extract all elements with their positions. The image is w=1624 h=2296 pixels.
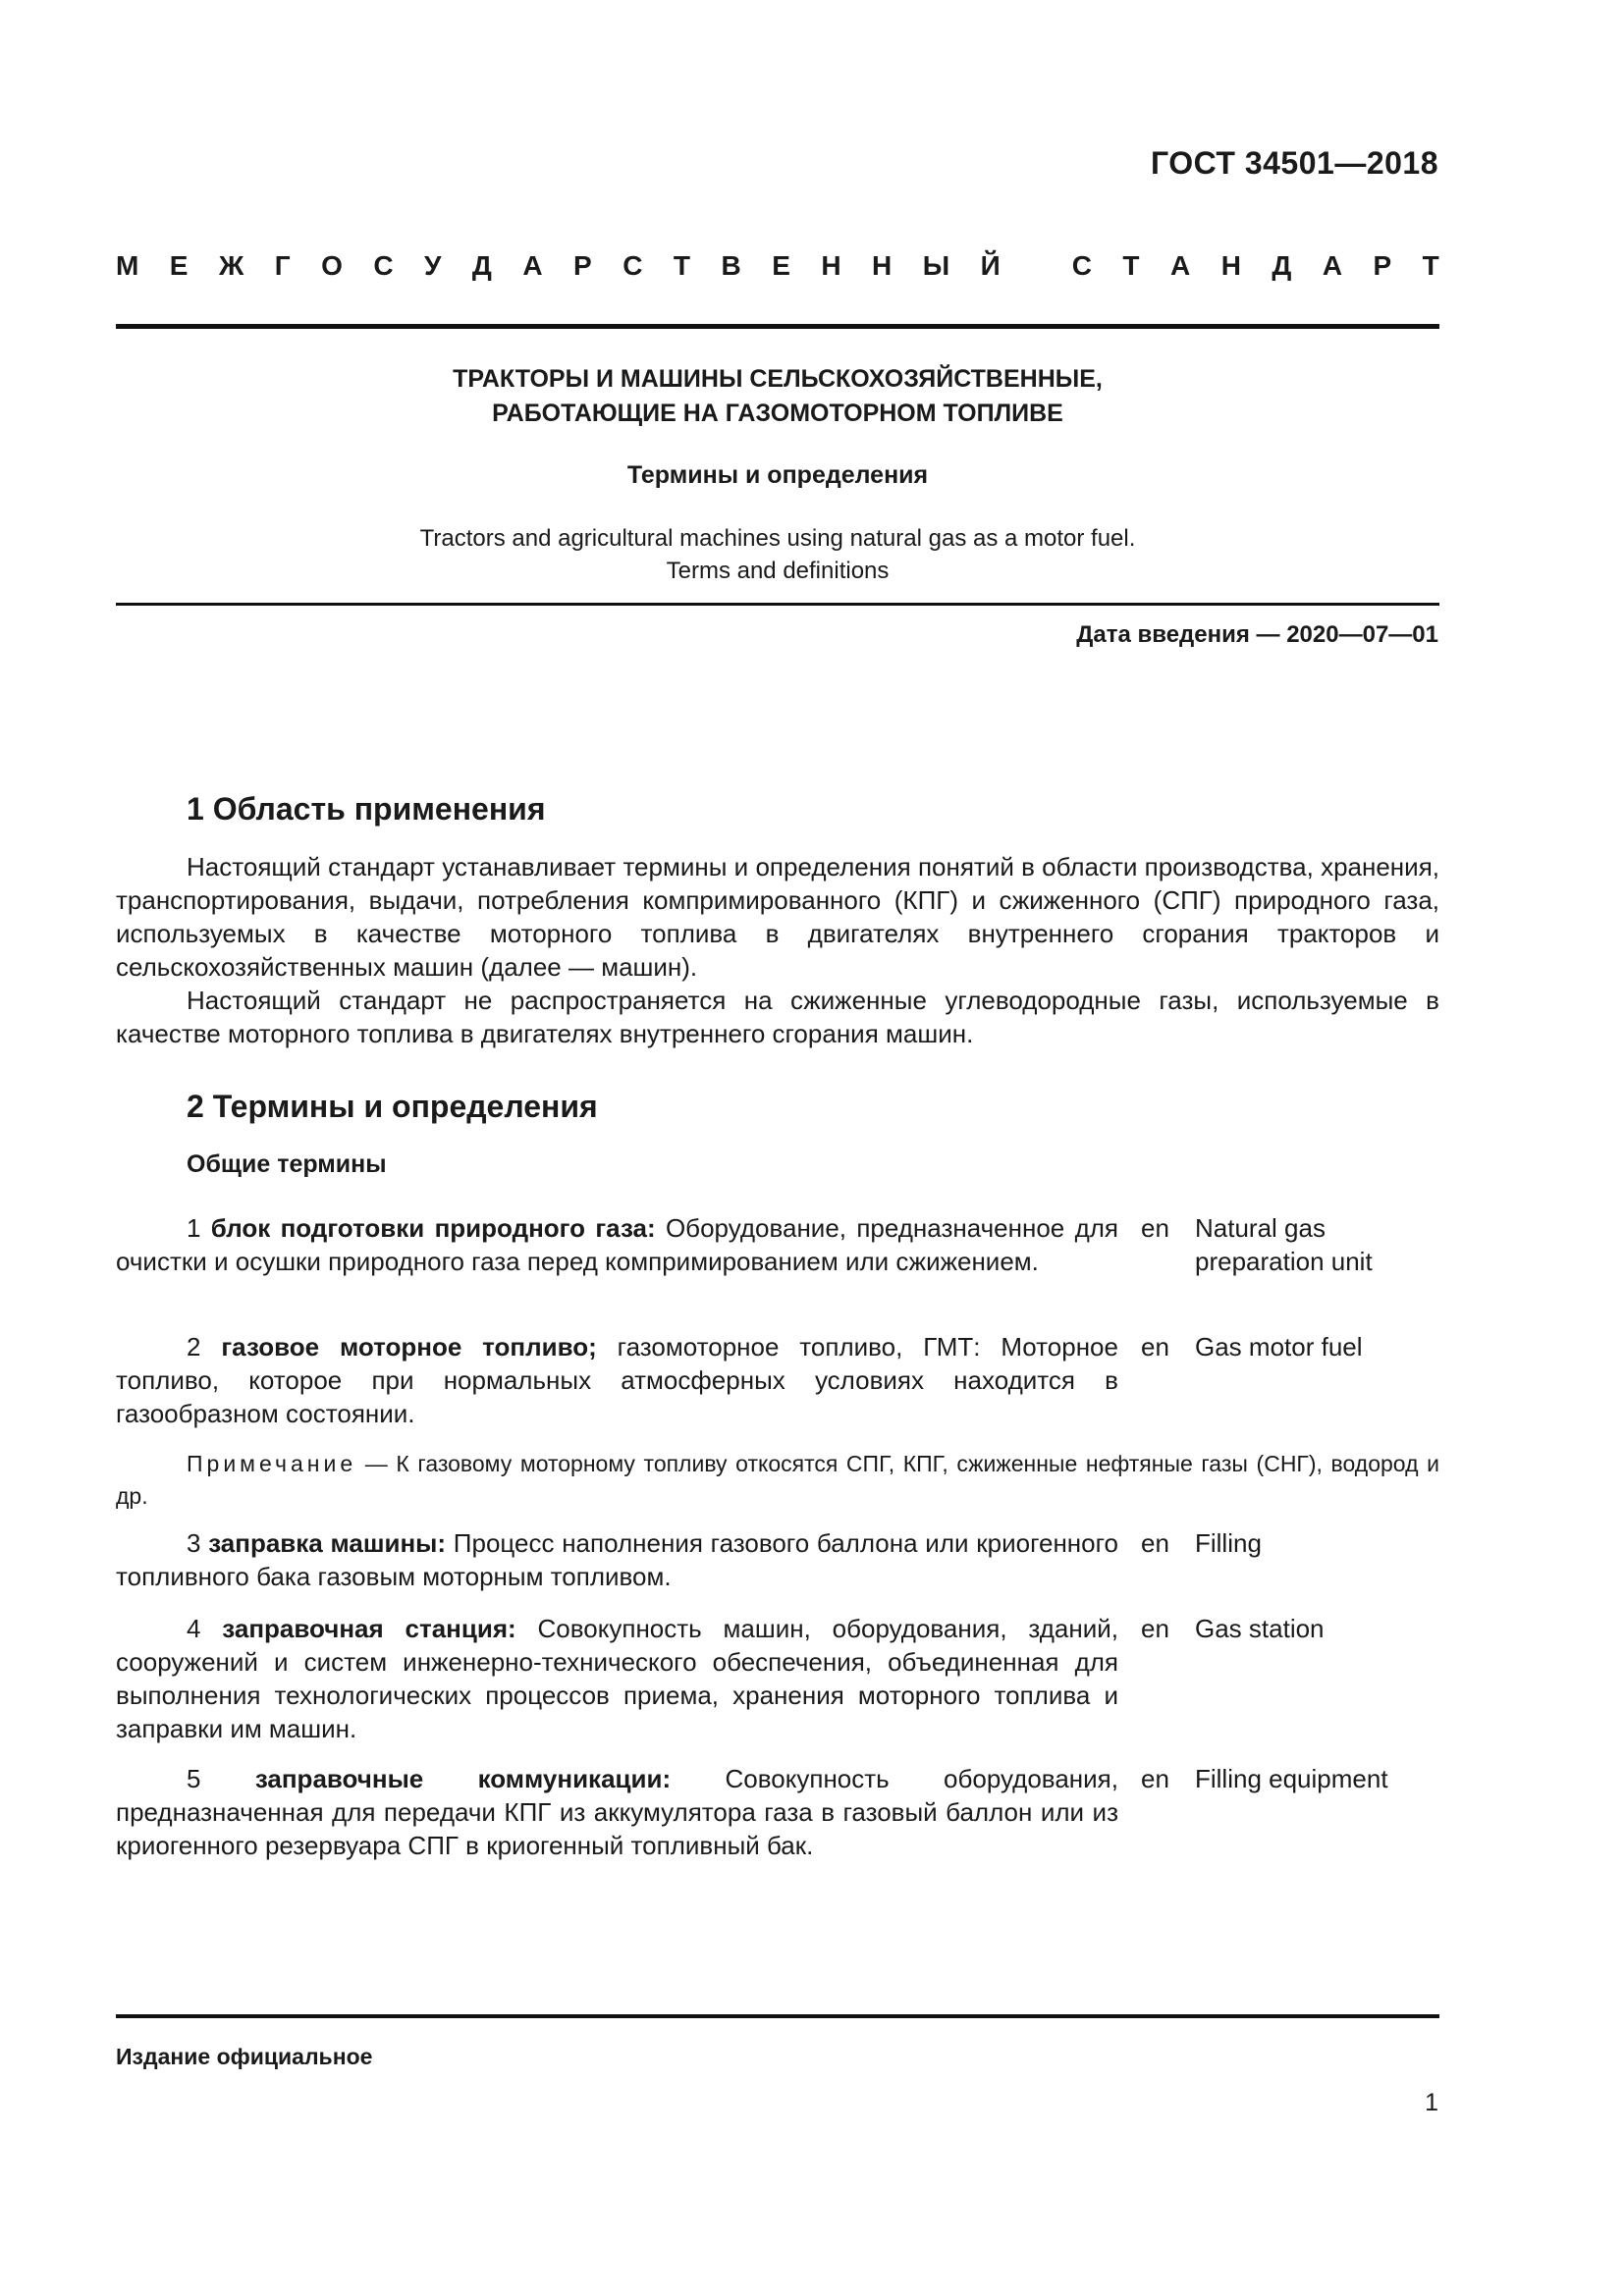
standard-type-letter: Е	[169, 250, 189, 281]
term-4-lang: en	[1141, 1614, 1169, 1643]
standard-type-letter: А	[1169, 250, 1191, 281]
standard-type-letter: Н	[872, 250, 893, 281]
section-1-body	[116, 850, 1439, 1050]
english-title-line-1: Tractors and agricultural machines using natural gas as a motor fuel.	[419, 525, 1136, 552]
standard-type	[116, 250, 1439, 282]
term-name: блок подготовки природного газа:	[210, 1213, 656, 1243]
term-number: 3	[187, 1528, 201, 1558]
note-label: Примечание	[187, 1451, 357, 1476]
term-definition: Совокупность оборудования, предназначенная для передачи КПГ из аккумулятора газа в газовый баллон или из криогенного резервуара СПГ в криогенный топливный бак.	[116, 1764, 1118, 1860]
section-2-heading: 2 Термины и определения	[187, 1089, 598, 1124]
term-4	[116, 1612, 1118, 1745]
term-definition: Совокупность машин, оборудования, зданий, сооружений и систем инженерно-технического обеспечения, объединенная для выполнения технологических процессов приема, хранения моторного топлива и заправки им машин.	[116, 1614, 1118, 1743]
term-name: заправочная станция:	[222, 1614, 516, 1643]
standard-type-letter: Р	[573, 250, 592, 281]
term-name: газовое моторное топливо;	[221, 1332, 597, 1362]
title-line-2: РАБОТАЮЩИЕ НА ГАЗОМОТОРНОМ ТОПЛИВЕ	[492, 400, 1063, 427]
term-5-lang: en	[1141, 1764, 1169, 1793]
term-4-english: Gas station	[1195, 1614, 1325, 1643]
standard-type-letter: Н	[821, 250, 841, 281]
term-number: 5	[187, 1764, 201, 1793]
standard-type-letter: Е	[772, 250, 790, 281]
page-number: 1	[1425, 2089, 1438, 2116]
standard-type-letter: У	[424, 250, 442, 281]
section-1-paragraph-1: Настоящий стандарт устанавливает термины и определения понятий в области производства, хранения, транспортирования, выдачи, потребления компримированного (КПГ) и сжиженного (СПГ) природного газа, используемых в качестве моторного топлива в двигателях внутреннего сгорания тракторов и сельскохозяйственных машин (далее — машин).	[116, 852, 1439, 982]
standard-type-letter: Т	[673, 250, 691, 281]
standard-type-letter: С	[373, 250, 394, 281]
standard-type-letter: С	[623, 250, 643, 281]
standard-type-letter: М	[116, 250, 139, 281]
standard-type-letter: Н	[1220, 250, 1241, 281]
term-2-english: Gas motor fuel	[1195, 1332, 1363, 1362]
term-name: заправочные коммуникации:	[254, 1764, 672, 1793]
standard-code: ГОСТ 34501—2018	[1150, 145, 1438, 181]
term-3	[116, 1526, 1118, 1593]
standard-type-letter: Т	[1422, 250, 1439, 281]
standard-type-letter: В	[721, 250, 741, 281]
term-2-lang: en	[1141, 1332, 1169, 1362]
term-definition: газомоторное топливо, ГМТ: Моторное топливо, которое при нормальных атмосферных условиях находится в газообразном состоянии.	[116, 1332, 1118, 1428]
term-1	[116, 1211, 1118, 1278]
section-1-paragraph-2: Настоящий стандарт не распространяется на сжиженные углеводородные газы, используемые в качестве моторного топлива в двигателях внутреннего сгорания машин.	[116, 986, 1439, 1048]
document-title	[116, 362, 1439, 431]
document-subtitle: Термины и определения	[626, 461, 929, 489]
standard-type-letter: Д	[1272, 250, 1292, 281]
section-1-heading: 1 Область применения	[187, 791, 546, 827]
term-number: 2	[187, 1332, 201, 1362]
standard-type-letter: О	[321, 250, 343, 281]
standard-type-letter: Ы	[922, 250, 950, 281]
footer-rule	[116, 2014, 1439, 2018]
term-definition: Оборудование, предназначенное для очистки и осушки природного газа перед компримированием или сжижением.	[116, 1213, 1118, 1276]
term-2	[116, 1330, 1118, 1430]
standard-type-letter: Й	[980, 250, 1001, 281]
standard-type-letter: А	[522, 250, 543, 281]
title-line-1: ТРАКТОРЫ И МАШИНЫ СЕЛЬСКОХОЗЯЙСТВЕННЫЕ,	[453, 365, 1103, 393]
term-1-english: Natural gas preparation unit	[1195, 1213, 1373, 1276]
term-name: заправка машины:	[208, 1528, 447, 1558]
term-definition: Процесс наполнения газового баллона или криогенного топливного бака газовым моторным топливом.	[116, 1528, 1118, 1591]
term-3-english: Filling	[1195, 1528, 1262, 1558]
term-3-lang: en	[1141, 1528, 1169, 1558]
english-title	[116, 522, 1439, 587]
term-5-english: Filling equipment	[1195, 1764, 1388, 1793]
introduction-date: Дата введения — 2020—07—01	[1076, 621, 1438, 648]
standard-type-letter: Д	[471, 250, 492, 281]
standard-type-letter: Ж	[218, 250, 244, 281]
english-title-line-2: Terms and definitions	[666, 558, 890, 584]
section-2-subheading: Общие термины	[187, 1150, 387, 1178]
standard-type-letter: А	[1322, 250, 1343, 281]
header-rule	[116, 324, 1439, 329]
term-5	[116, 1762, 1118, 1862]
standard-type-letter: Р	[1373, 250, 1392, 281]
standard-type-space	[1031, 250, 1041, 282]
term-number: 1	[187, 1213, 201, 1243]
term-number: 4	[187, 1614, 201, 1643]
term-1-lang: en	[1141, 1213, 1169, 1243]
standard-type-letter: Т	[1122, 250, 1140, 281]
standard-type-letter: С	[1071, 250, 1092, 281]
title-rule	[116, 603, 1439, 606]
standard-type-letter: Г	[274, 250, 291, 281]
note-text: — К газовому моторному топливу откосятся СПГ, КПГ, сжиженные нефтяные газы (СНГ), водород и др.	[116, 1451, 1439, 1509]
edition-label: Издание официальное	[116, 2044, 373, 2069]
note	[116, 1448, 1439, 1513]
